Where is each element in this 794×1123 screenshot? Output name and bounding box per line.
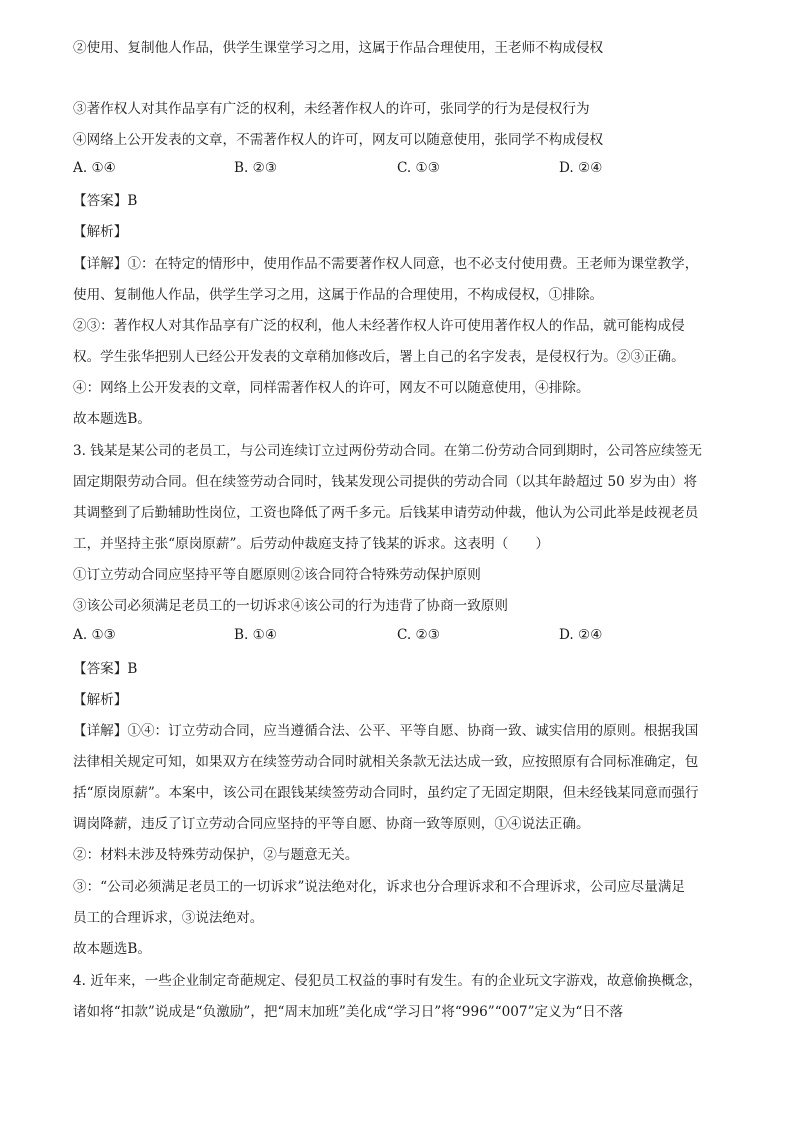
q3-statements-1-2: ①订立劳动合同应坚持平等自愿原则②该合同符合特殊劳动保护原则 — [73, 567, 481, 583]
q3-stem-line: 工，并坚持主张“原岗原薪”。后劳动仲裁庭支持了钱某的诉求。这表明（ ） — [73, 536, 550, 552]
q2-answer: 【答案】B — [73, 193, 138, 209]
q3-option-a: A. ①③ — [73, 627, 116, 643]
q3-detail-line: 调岗降薪，违反了订立劳动合同应坚持的平等自愿、协商一致等原则，①④说法正确。 — [73, 816, 590, 832]
q2-statement-3: ③著作权人对其作品享有广泛的权利，未经著作权人的许可，张同学的行为是侵权行为 — [73, 101, 590, 117]
q3-stem-line: 3. 钱某是某公司的老员工，与公司连续订立过两份劳动合同。在第二份劳动合同到期时，公司答应续签无 — [73, 443, 703, 459]
q2-detail-line: 【详解】①：在特定的情形中，使用作品不需要著作权人同意，也不必支付使用费。王老师为课堂教学， — [73, 256, 699, 272]
q3-analysis-label: 【解析】 — [73, 692, 128, 708]
q2-conclusion: 故本题选B。 — [73, 411, 151, 427]
q3-option-c: C. ②③ — [397, 627, 440, 643]
q2-option-b: B. ②③ — [234, 160, 278, 176]
q3-stem-line: 固定期限劳动合同。但在续签劳动合同时，钱某发现公司提供的劳动合同（以其年龄超过 50 岁为由）将 — [73, 474, 698, 490]
q2-detail-line: ②③：著作权人对其作品享有广泛的权利，他人未经著作权人许可使用著作权人的作品，就可能构成侵 — [73, 318, 685, 334]
q3-stem-line: 其调整到了后勤辅助性岗位，工资也降低了两千多元。后钱某申请劳动仲裁，他认为公司此举是歧视老员 — [73, 505, 699, 521]
q2-option-a: A. ①④ — [73, 160, 116, 176]
q2-detail-line: 权。学生张华把别人已经公开发表的文章稍加修改后，署上自己的名字发表，是侵权行为。②③正确。 — [73, 349, 685, 365]
q3-conclusion: 故本题选B。 — [73, 941, 151, 957]
q3-detail-line: 【详解】①④：订立劳动合同，应当遵循合法、公平、平等自愿、协商一致、诚实信用的原则。根据我国 — [73, 723, 699, 739]
q2-statement-2: ②使用、复制他人作品，供学生课堂学习之用，这属于作品合理使用，王老师不构成侵权 — [73, 40, 604, 56]
q3-detail-line: 法律相关规定可知，如果双方在续签劳动合同时就相关条款无法达成一致，应按照原有合同标准确定，包 — [73, 754, 699, 770]
q2-statement-4: ④网络上公开发表的文章，不需著作权人的许可，网友可以随意使用，张同学不构成侵权 — [73, 132, 604, 148]
q3-answer: 【答案】B — [73, 661, 138, 677]
q4-stem-line: 4. 近年来，一些企业制定奇葩规定、侵犯员工权益的事时有发生。有的企业玩文字游戏，故意偷换概念， — [73, 973, 703, 989]
q3-options — [73, 627, 733, 647]
q3-statements-3-4: ③该公司必须满足老员工的一切诉求④该公司的行为违背了协商一致原则 — [73, 598, 508, 614]
q3-detail-line: 员工的合理诉求，③说法绝对。 — [73, 910, 264, 926]
q3-detail-line: 括“原岗原薪”。本案中，该公司在跟钱某续签劳动合同时，虽约定了无固定期限，但未经钱某同意而强行 — [73, 785, 699, 801]
q2-option-d: D. ②④ — [559, 160, 603, 176]
q3-option-d: D. ②④ — [559, 627, 603, 643]
q2-options — [73, 160, 733, 180]
q3-option-b: B. ①④ — [234, 627, 278, 643]
q3-detail-line: ②：材料未涉及特殊劳动保护，②与题意无关。 — [73, 847, 359, 863]
q2-detail-line: 使用、复制他人作品，供学生学习之用，这属于作品的合理使用，不构成侵权，①排除。 — [73, 287, 604, 303]
q2-analysis-label: 【解析】 — [73, 224, 128, 240]
q4-stem-line: 诸如将“扣款”说成是“负激励”，把“周末加班”美化成“学习日”将“996”“007”定义为“日不落 — [73, 1004, 624, 1020]
q2-option-c: C. ①③ — [397, 160, 440, 176]
q3-detail-line: ③：“公司必须满足老员工的一切诉求”说法绝对化，诉求也分合理诉求和不合理诉求，公司应尽量满足 — [73, 879, 686, 895]
q2-detail-line: ④：网络上公开发表的文章，同样需著作权人的许可，网友不可以随意使用，④排除。 — [73, 380, 590, 396]
